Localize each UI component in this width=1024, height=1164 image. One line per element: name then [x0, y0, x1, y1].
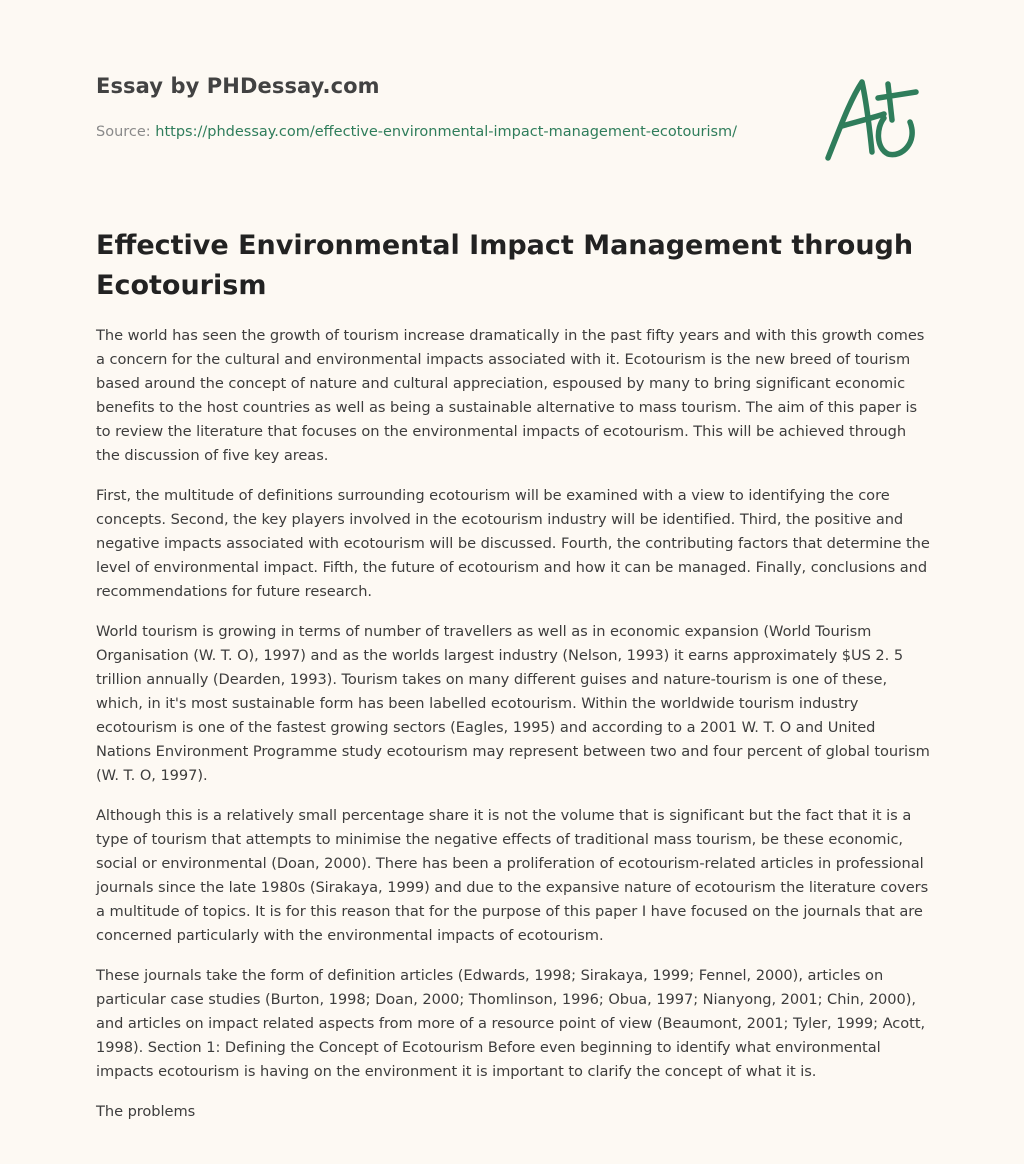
source-link[interactable]: https://phdessay.com/effective-environmental-impact-management-ecotourism/	[155, 124, 738, 140]
source-line	[96, 124, 737, 140]
essay-paragraph: These journals take the form of definition articles (Edwards, 1998; Sirakaya, 1999; Fennel, 2000), articles on particular case studies (Burton, 1998; Doan, 2000; Thomlinson, 1996; Obua, 1997; Nianyong, 2001; Chin, 2000), and articles on impact related aspects from more of a resource point of view (Beaumont, 2001; Tyler, 1999; Acott, 1998). Section 1: Defining the Concept of Ecotourism Before even beginning to identify what environmental impacts ecotourism is having on the environment it is important to clarify the concept of what it is.	[96, 967, 926, 1080]
essay-body	[96, 324, 932, 1140]
site-brand: Essay by PHDessay.com	[96, 74, 380, 98]
essay-paragraph: The problems	[96, 1103, 196, 1120]
page-header	[96, 0, 936, 200]
essay-paragraph: First, the multitude of definitions surrounding ecotourism will be examined with a view to identifying the core concepts. Second, the key players involved in the ecotourism industry will be identified. Third, the positive and negative impacts associated with ecotourism will be discussed. Fourth, the contributing factors that determine the level of environmental impact. Fifth, the future of ecotourism and how it can be managed. Finally, conclusions and recommendations for future research.	[96, 487, 930, 600]
a-plus-grade-icon	[822, 68, 926, 164]
essay-paragraph: World tourism is growing in terms of number of travellers as well as in economic expansion (World Tourism Organisation (W. T. O), 1997) and as the worlds largest industry (Nelson, 1993) it earns approximately $US 2. 5 trillion annually (Dearden, 1993). Tourism takes on many different guises and nature-tourism is one of these, which, in it's most sustainable form has been labelled ecotourism. Within the worldwide tourism industry ecotourism is one of the fastest growing sectors (Eagles, 1995) and according to a 2001 W. T. O and United Nations Environment Programme study ecotourism may represent between two and four percent of global tourism (W. T. O, 1997).	[96, 623, 930, 784]
essay-paragraph: Although this is a relatively small percentage share it is not the volume that is significant but the fact that it is a type of tourism that attempts to minimise the negative effects of traditional mass tourism, be these economic, social or environmental (Doan, 2000). There has been a proliferation of ecotourism-related articles in professional journals since the late 1980s (Sirakaya, 1999) and due to the expansive nature of ecotourism the literature covers a multitude of topics. It is for this reason that for the purpose of this paper I have focused on the journals that are concerned particularly with the environmental impacts of ecotourism.	[96, 807, 929, 944]
essay-paragraph: The world has seen the growth of tourism increase dramatically in the past fifty years and with this growth comes a concern for the cultural and environmental impacts associated with it. Ecotourism is the new breed of tourism based around the concept of nature and cultural appreciation, espoused by many to bring significant economic benefits to the host countries as well as being a sustainable alternative to mass tourism. The aim of this paper is to review the literature that focuses on the environmental impacts of ecotourism. This will be achieved through the discussion of five key areas.	[96, 327, 925, 464]
essay-title: Effective Environmental Impact Management through Ecotourism	[96, 230, 914, 301]
essay-page	[96, 0, 936, 1120]
source-label: Source:	[96, 124, 156, 140]
